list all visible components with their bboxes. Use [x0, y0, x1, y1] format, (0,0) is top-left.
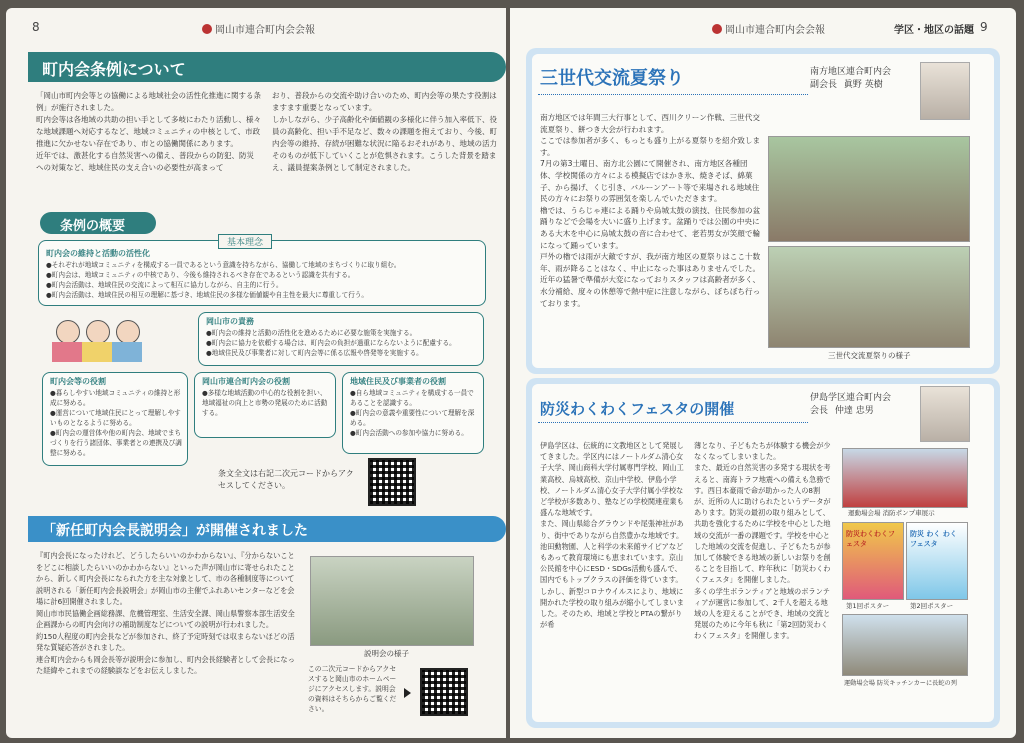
city-duty-items [206, 328, 478, 358]
festival-sign-org: 南方地区連合町内会 [810, 67, 892, 77]
basic-item: ●町内会活動は、地域住民の相互の理解に基づき、地域住民の多様な価値観や自主性を最大に尊重して行う。 [46, 291, 368, 299]
festival-signature [810, 66, 920, 92]
right-page [510, 8, 1016, 738]
bosai-author-photo [920, 386, 970, 442]
briefing-qr-code[interactable] [420, 668, 468, 716]
city-duty-item: ●町内会に協力を依頼する場合は、町内会の負担が過重にならないように配慮する。 [206, 339, 456, 347]
emblem-icon [712, 24, 722, 34]
bosai-col1: 伊島学区は、伝統的に文教地区として発展してきました。学区内にはノートルダム清心女子大学、岡山商科大学付属専門学校、岡山工業高校、烏城高校、京山中学校、伊島小学校、ノートルダム清心女子大学付属小学校など学校が多数あり、塾などの学校関連産業も盛んな地域です。 また、岡山県総合グラウンドや尾張神社があり、街中でありながら自然豊かな地域です。池田動物園、人と科学の未来館サイピアなどもあって教育環境にも恵まれています。京山公民館を中心にESD・SDGs活動も盛んで、国内でもトップクラスの評価を得ています。 しかし、新型コロナウイルスにより、地域に開かれた学校の取り組みが縮小してしまいました。そのため、地域と学校とPTAの繋がりが希 [540, 441, 684, 630]
running-head-right [712, 21, 825, 36]
city-duty-item: ●地域住民及び事業者に対して町内会等に係る広報や啓発等を実施する。 [206, 349, 423, 357]
person-body [82, 342, 112, 362]
briefing-photo [310, 556, 474, 646]
resident-role-item: ●自ら地域コミュニティを構成する一員であることを認識する。 [350, 389, 474, 407]
basic-item: ●町内会活動は、地域住民の交流によって相互に協力しながら、自主的に行う。 [46, 281, 283, 289]
poster-2-text: 防災 わく わく フェスタ [910, 530, 957, 548]
festival-photo-1 [768, 136, 970, 242]
ordinance-title: 町内会条例について [42, 60, 186, 79]
resident-role-items [350, 388, 478, 438]
bosai-sign-name: 仲達 忠男 [834, 406, 874, 416]
poster-1-text: 防災わくわくフェスタ [846, 530, 895, 548]
arrow-right-icon [404, 688, 411, 698]
briefing-caption: 説明会の様子 [364, 649, 409, 658]
fire-truck-caption: 運動場会場 消防ポンプ車展示 [848, 509, 935, 517]
ca-role-item: ●町内会の運営体や他の町内会、地域でまちづくりを行う諸団体、事業者との連携及び調整に努める。 [50, 429, 182, 457]
ordinance-qr-code[interactable] [368, 458, 416, 506]
union-role-items [202, 388, 330, 418]
kitchen-car-caption: 運動場会場 防災キッチンカーに長蛇の列 [844, 680, 957, 687]
fire-truck-photo [842, 448, 968, 508]
ordinance-col2: おり、普段からの交流や助け合いのため、町内会等の果たす役割はますます重要となっています。 しかしながら、少子高齢化や価値観の多様化に伴う加入率低下、役員の高齢化、担い手不足など、数々の課題を抱えており、今後、町内会等の維持、存続が困難な状況に陥るおそれがあり、地域の活力そのものが低下していくことが危惧されます。こうした背景を踏まえ、議員提案条例として制定されました。 [272, 91, 497, 172]
resident-role-item: ●町内会活動への参加や協力に努める。 [350, 429, 468, 437]
briefing-banner [28, 516, 506, 542]
festival-photo-2 [768, 246, 970, 348]
bosai-title-rule [538, 422, 808, 423]
person-figure [116, 320, 140, 344]
bosai-sign-role: 会長 [810, 406, 829, 416]
ordinance-banner [28, 52, 506, 82]
person-body [52, 342, 82, 362]
ca-role-items [50, 388, 182, 458]
page-number-left: 8 [32, 20, 40, 34]
briefing-title: 「新任町内会長説明会」が開催されました [42, 523, 308, 539]
bosai-col2: 薄となり、子どもたちが体験する機会が少なくなってしまいました。 また、最近の自然災害の多発する現状を考えると、南海トラフ地震への備えも急務です。西日本豪雨で命が助かった人の8割が、近所の人に助けられたというデータがあります。防災の最初の取り組みとして、共助を強化するために学校を中心とした地域の交流が一番の課題です。学校を中心とした地域の交流を促進し、子どもたちが参加して体験できる地域の新しいお祭りを創ることを目指して、昨年秋に「防災わくわくフェスタ」を開催しました。 多くの学生ボランティアと地域のボランティアが運営に参加して、2千人を超える地域の人を迎えることができ、地域の交流と発展のために今年も秋に「第2回防災わくわくフェスタ」を開催します。 [694, 441, 831, 641]
basic-item: ●それぞれが地域コミュニティを構成する一員であるという意識を持ちながら、協働して地域のまちづくりに取り組む。 [46, 261, 401, 269]
city-duty-item: ●町内会の維持と活動の活性化を進めるために必要な施策を実施する。 [206, 329, 417, 337]
basic-item: ●町内会は、地域コミュニティの中核であり、今後も維持されるべき存在であるという認識を共有する。 [46, 271, 355, 279]
festival-author-photo [920, 62, 970, 120]
ordinance-qr-note: 条文全文は右記二次元コードからアクセスしてください。 [218, 469, 354, 490]
overview-title: 条例の概要 [60, 219, 126, 234]
basic-principles-label: 基本理念 [218, 234, 272, 249]
people-illustration [50, 308, 146, 364]
resident-role-title: 地域住民及び事業者の役割 [350, 377, 446, 386]
running-head-text: 岡山市連合町内会会報 [215, 25, 315, 36]
festival-title: 三世代交流夏祭り [540, 68, 684, 89]
section-label: 学区・地区の話題 [894, 25, 974, 36]
festival-title-rule [538, 94, 808, 95]
running-head-left [202, 21, 315, 36]
city-duty-title: 岡山市の責務 [206, 317, 254, 326]
festival-body: 南方地区では年間三大行事として、西川クリーン作戦、三世代交流夏祭り、餅つき大会が行われます。 ここでは参加者が多く、もっとも盛り上がる夏祭りを紹介致します。 7月の第3土曜日、南方北公園にて開催され、南方地区各種団体、学校関係の方々による模擬店ではかき氷、焼きそば、綿菓子、から揚げ、くじ引き、バルーンアート等で来場される地域住民の方々にお祭りの雰囲気を楽しんでいただきます。 櫓では、うらじゃ連による踊りや烏城太鼓の演技、住民参加の盆踊りなどで会場を大いに盛り上げます。盆踊りでは公園の中央にある大木を中心に烏城太鼓の音に合わせて、老若男女が笑顔で輪になって踊っています。 戸外の櫓では雨が大敵ですが、我が南方地区の夏祭りはここ十数年、雨が降ることはなく、中止になった事はありませんでした。近年の猛暑で準備が大変になっておりスタッフは高齢者が多く、水分補給、度々の休憩等で熱中症に注意しながら、ぼちぼち行っております。 [540, 113, 761, 308]
basic-items [46, 260, 478, 300]
union-role-title: 岡山市連合町内会の役割 [202, 377, 290, 386]
bosai-title: 防災わくわくフェスタの開催 [540, 400, 735, 418]
kitchen-car-photo [842, 614, 968, 676]
person-figure [86, 320, 110, 344]
overview-tag [40, 212, 156, 234]
resident-role-item: ●町内会の意義や重要性について理解を深める。 [350, 409, 475, 427]
person-body [112, 342, 142, 362]
page-number-right: 9 [980, 20, 988, 34]
poster-1 [842, 522, 904, 600]
poster-1-caption: 第1回ポスター [846, 602, 890, 610]
running-head-text: 岡山市連合町内会会報 [725, 25, 825, 36]
basic-heading: 町内会の維持と活動の活性化 [46, 249, 150, 258]
festival-sign-name: 眞野 英樹 [843, 80, 883, 90]
festival-caption: 三世代交流夏祭りの様子 [828, 351, 911, 360]
poster-2 [906, 522, 968, 600]
bosai-signature [810, 392, 920, 418]
ordinance-col1: 「岡山市町内会等との協働による地域社会の活性化推進に関する条例」が施行されました。 町内会等は各地域の共助の担い手として多岐にわたり活動し、様々な地域課題へ対応するなど、地域コミュニティの中核として、市政推進に欠かせない存在であり、市との協働関係にあります。 近年では、激甚化する自然災害への備え、普段からの防犯、防災への対策など、地域住民の支え合いの必要性が高まって [36, 91, 261, 172]
emblem-icon [202, 24, 212, 34]
union-role-item: ●多様な地域活動の中心的な役割を担い、地域福祉の向上と市勢の発展のために活動する。 [202, 389, 328, 417]
festival-sign-role: 副会長 [810, 80, 838, 90]
person-figure [56, 320, 80, 344]
ca-role-item: ●暮らしやすい地域コミュニティの維持と形成に努める。 [50, 389, 181, 407]
ca-role-item: ●運営について地域住民にとって理解しやすいものとなるように努める。 [50, 409, 181, 427]
bosai-sign-org: 伊島学区連合町内会 [810, 393, 892, 403]
poster-2-caption: 第2回ポスター [910, 602, 954, 610]
left-page [6, 8, 506, 738]
briefing-qr-note: この二次元コードからアクセスすると岡山市のホームページにアクセスします。説明会の資料はそちらからご覧ください。 [308, 665, 397, 713]
ca-role-title: 町内会等の役割 [50, 377, 106, 386]
briefing-body: 『町内会長になったけれど、どうしたらいいのかわからない』、『分からないことをどこに相談したらいいのかわからない』といった声が岡山市に寄せられたことから、新しく町内会長になられた方を主な対象として、市の各種制度等について説明される「新任町内会長説明会」が岡山市の主催でふれあいセンターなどを会場に計6回開催されました。 岡山市市民協働企画総務課、危機管理室、生活安全課、岡山県警察本部生活安全企画課からの町内会向けの補助制度などについての説明が行われました。 約150人程度の町内会長などが参加され、終了予定時刻では収まらないほどの活発な質疑応答がされました。 連合町内会からも岡会長等が説明会に参加し、町内会長経験者として会長になった経緯やこれまでの経験談などをお伝えしました。 [36, 551, 295, 675]
